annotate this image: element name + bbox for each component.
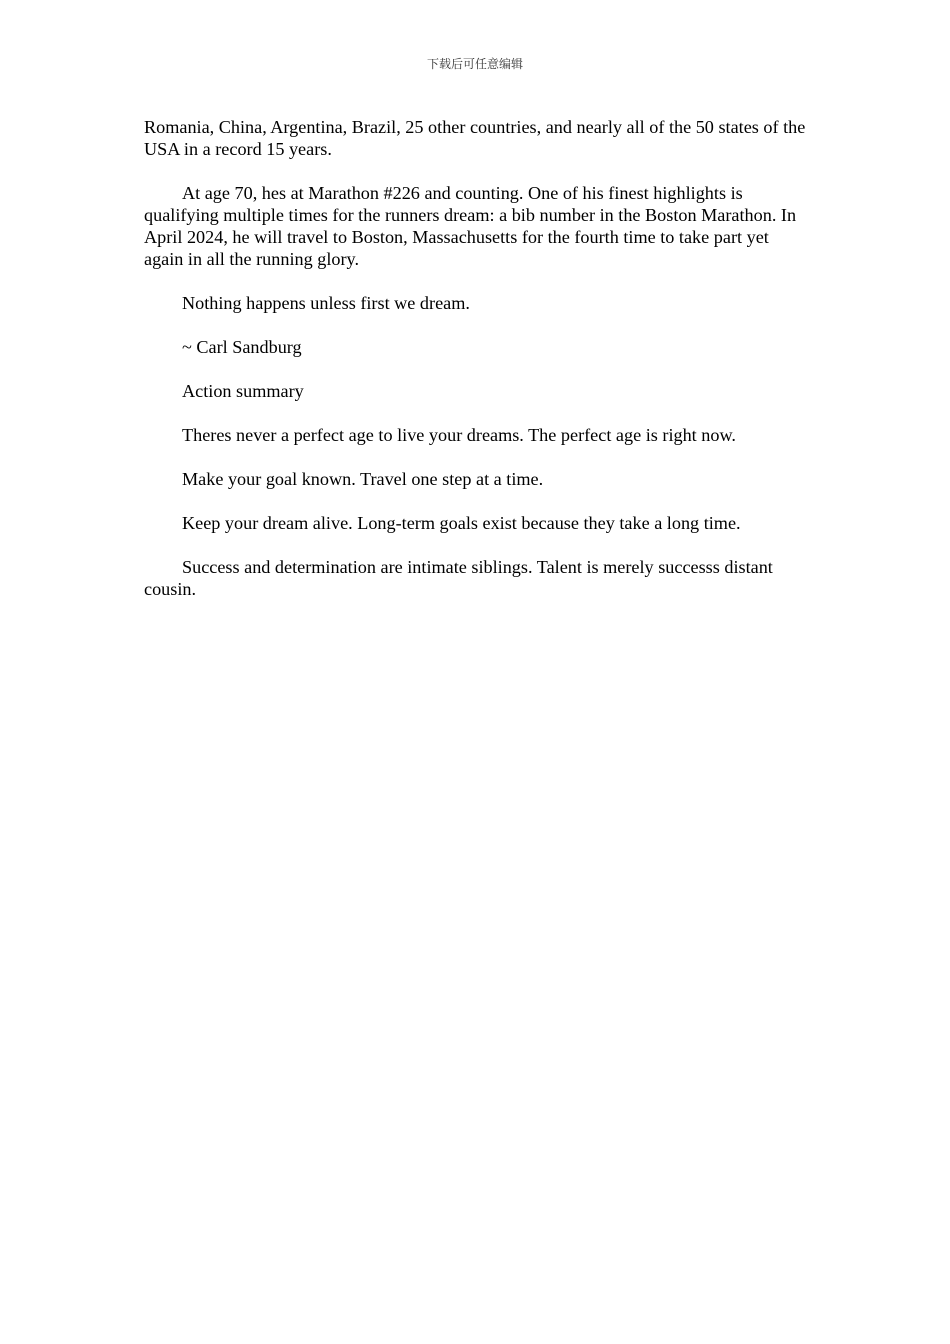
summary-item: Keep your dream alive. Long-term goals exist because they take a long time. xyxy=(182,513,741,533)
page-header: 下载后可任意编辑 xyxy=(426,57,523,71)
paragraph-marathon: At age 70, hes at Marathon #226 and counting. One of his finest highlights is qualifying multiple times for the runners dream: a bib number in the Boston Marathon. In April 2024, he will travel to Boston, Massachusetts for the fourth time to take part yet again in all the running glory. xyxy=(144,183,797,269)
quote-author: ~ Carl Sandburg xyxy=(182,337,302,357)
document-body xyxy=(144,116,812,622)
quote-text: Nothing happens unless first we dream. xyxy=(182,293,470,313)
summary-item: Make your goal known. Travel one step at a time. xyxy=(182,469,544,489)
summary-item: Success and determination are intimate siblings. Talent is merely successs distant cousin. xyxy=(144,557,773,599)
summary-item: Theres never a perfect age to live your dreams. The perfect age is right now. xyxy=(182,425,736,445)
paragraph-continuation: Romania, China, Argentina, Brazil, 25 other countries, and nearly all of the 50 states of the USA in a record 15 years. xyxy=(144,117,806,159)
section-heading-action-summary: Action summary xyxy=(182,381,304,401)
